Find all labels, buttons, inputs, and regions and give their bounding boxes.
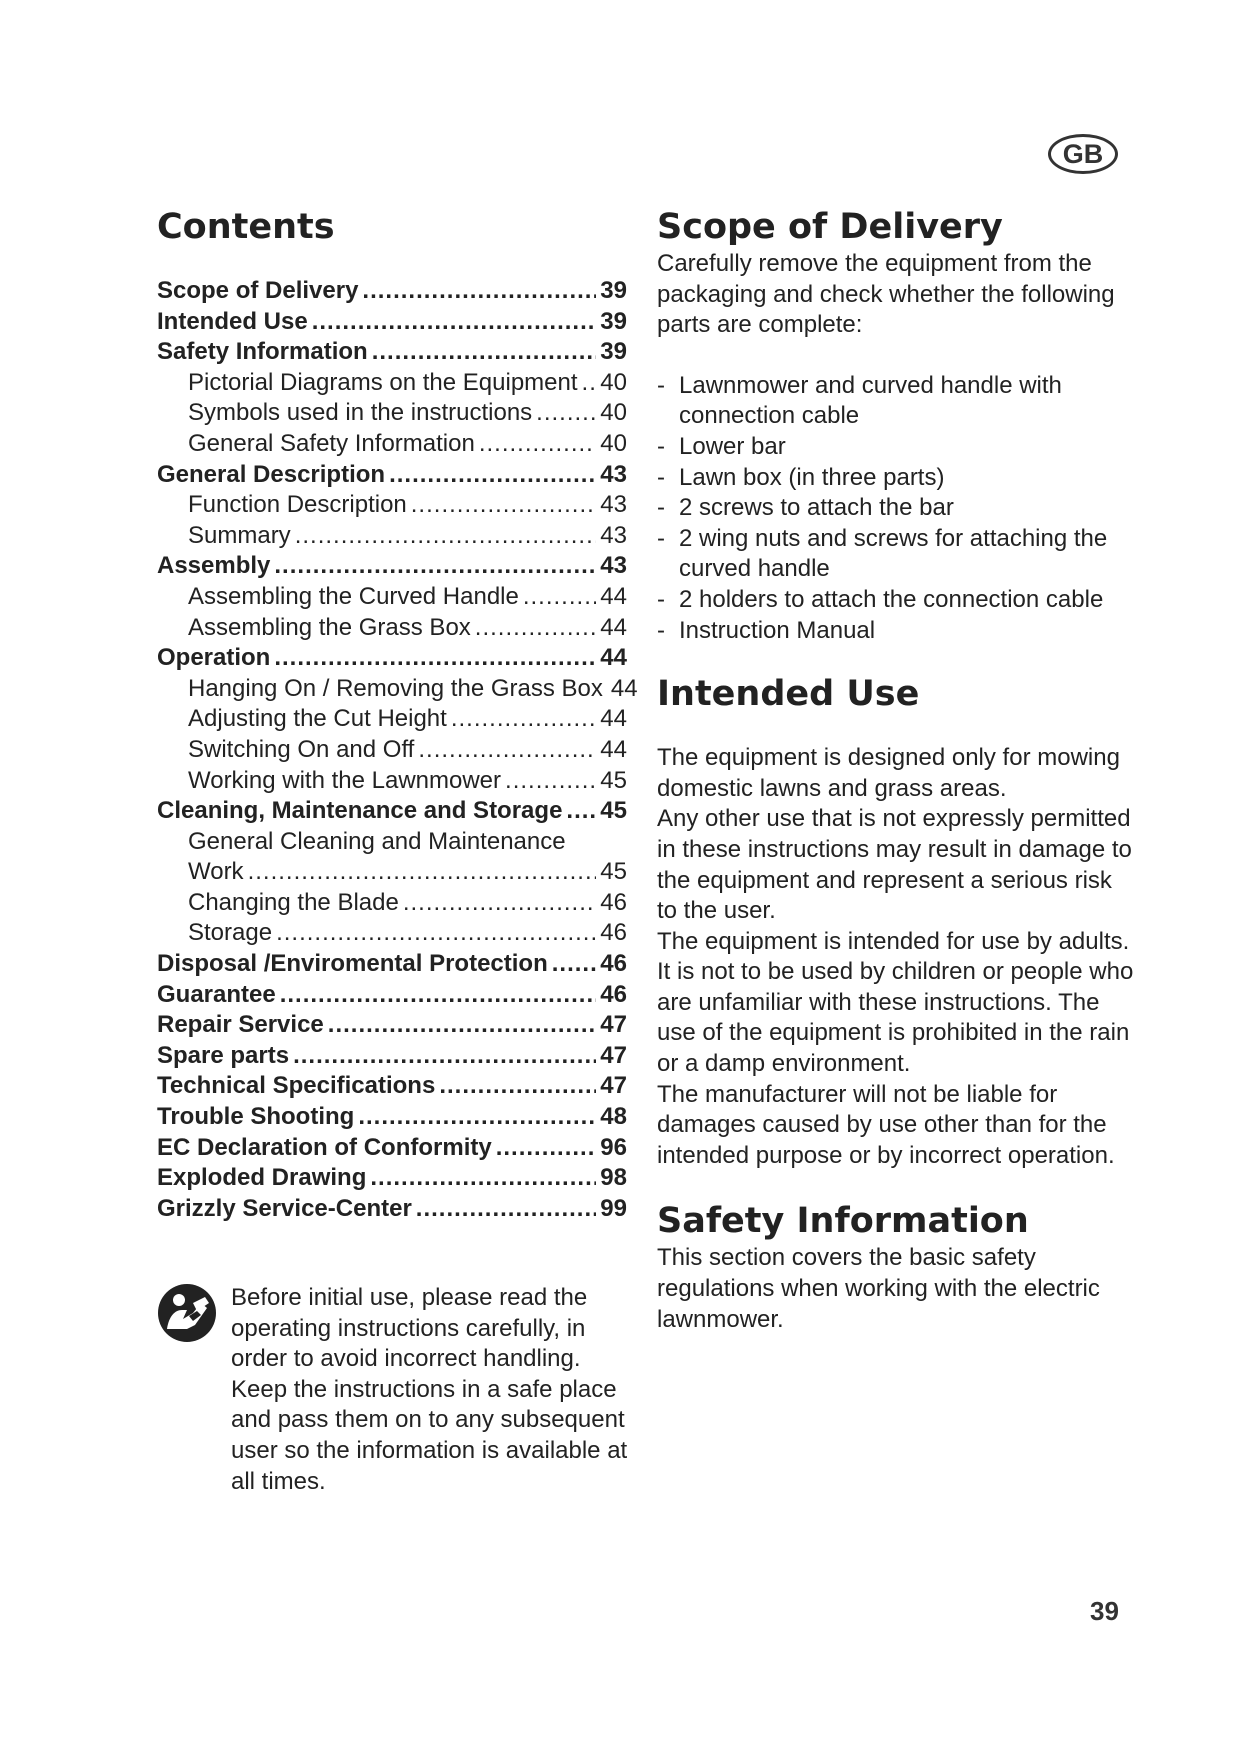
toc-leader-dots xyxy=(293,1041,596,1072)
toc-leader-dots xyxy=(523,582,596,613)
toc-leader-dots xyxy=(328,1010,597,1041)
toc-entry-page: 43 xyxy=(600,460,627,488)
list-item: - 2 wing nuts and screws for attaching the curved handle xyxy=(657,524,1108,583)
contents-heading: Contents xyxy=(157,207,335,247)
toc-entry xyxy=(157,766,627,797)
list-item: - Instruction Manual xyxy=(657,616,876,644)
intended-paragraph: The manufacturer will not be liable for damages caused by use other than for the intended purpose or by incorrect operation. xyxy=(657,1080,1115,1169)
toc-entry-title: Safety Information xyxy=(157,338,368,366)
list-item: - 2 screws to attach the bar xyxy=(657,494,954,522)
toc-entry xyxy=(157,613,627,644)
toc-entry-page: 46 xyxy=(600,919,627,947)
toc-entry xyxy=(157,1194,627,1225)
toc-leader-dots xyxy=(370,1163,596,1194)
toc-leader-dots xyxy=(552,949,597,980)
intended-paragraph: The equipment is designed only for mowing domestic lawns and grass areas. xyxy=(657,744,1120,802)
intended-paragraph: Any other use that is not expressly permitted in these instructions may result in damage to the equipment and represent a serious risk to the user. xyxy=(657,805,1132,925)
scope-intro: Carefully remove the equipment from the packaging and check whether the following parts are complete: xyxy=(657,250,1115,339)
toc-leader-dots xyxy=(475,613,597,644)
toc-entry-title: Assembling the Curved Handle xyxy=(188,582,519,610)
toc-leader-dots xyxy=(416,1194,597,1225)
toc-entry-page: 43 xyxy=(600,552,627,580)
toc-leader-dots xyxy=(411,490,597,521)
toc-entry-title: Repair Service xyxy=(157,1011,324,1039)
toc-leader-dots xyxy=(276,918,596,949)
toc-entry-title: Trouble Shooting xyxy=(157,1103,355,1131)
toc-entry-title: EC Declaration of Conformity xyxy=(157,1133,492,1161)
toc-entry-page: 46 xyxy=(600,888,627,916)
toc-leader-dots xyxy=(505,766,596,797)
toc-entry-title: Working with the Lawnmower xyxy=(188,766,502,794)
toc-entry-title: Intended Use xyxy=(157,307,308,335)
toc-entry xyxy=(157,704,627,735)
language-badge: GB xyxy=(1048,134,1118,174)
toc-entry xyxy=(157,674,638,705)
toc-entry xyxy=(157,796,627,827)
toc-entry-page: 48 xyxy=(600,1103,627,1131)
toc-entry xyxy=(157,521,627,552)
intended-use-heading: Intended Use xyxy=(657,674,920,715)
toc-entry xyxy=(157,643,627,674)
toc-entry-title: Operation xyxy=(157,644,271,672)
toc-entry-page: 96 xyxy=(600,1133,627,1161)
toc-entry xyxy=(157,276,627,307)
safety-heading: Safety Information xyxy=(657,1201,1029,1242)
toc-entry xyxy=(157,398,627,429)
toc-entry-page: 40 xyxy=(600,399,627,427)
toc-leader-dots xyxy=(496,1133,597,1164)
toc-leader-dots xyxy=(439,1071,596,1102)
toc-entry xyxy=(157,551,627,582)
toc-leader-dots xyxy=(582,368,597,399)
toc-leader-dots xyxy=(280,980,597,1011)
contents-column xyxy=(157,205,638,1224)
toc-entry xyxy=(157,429,627,460)
toc-leader-dots xyxy=(479,429,596,460)
toc-entry-page: 44 xyxy=(600,705,627,733)
toc-leader-dots xyxy=(372,337,597,368)
toc-entry-page: 44 xyxy=(600,582,627,610)
toc-entry-title: Assembling the Grass Box xyxy=(188,613,471,641)
toc-entry xyxy=(157,1102,627,1133)
toc-entry-page: 44 xyxy=(600,613,627,641)
toc-entry xyxy=(157,857,627,888)
intended-use-text xyxy=(657,743,1137,1171)
table-of-contents xyxy=(157,276,638,1224)
safety-text: This section covers the basic safety regulations when working with the electric lawnmower. xyxy=(657,1244,1100,1333)
toc-entry-title: Assembly xyxy=(157,552,271,580)
toc-leader-dots xyxy=(358,1102,596,1133)
toc-leader-dots xyxy=(451,704,596,735)
toc-entry-title: Guarantee xyxy=(157,980,276,1008)
toc-entry-page: 44 xyxy=(600,644,627,672)
toc-entry-title: General Cleaning and Maintenance xyxy=(188,827,566,855)
page-number: 39 xyxy=(1090,1596,1119,1626)
intended-paragraph: The equipment is intended for use by adults. It is not to be used by children or people who are unfamiliar with these instructions. The use of the equipment is prohibited in the rain or a damp environment. xyxy=(657,927,1134,1078)
toc-entry xyxy=(157,307,627,338)
toc-entry-page: 43 xyxy=(600,491,627,519)
toc-entry-page: 43 xyxy=(600,521,627,549)
toc-entry-page: 47 xyxy=(600,1011,627,1039)
toc-entry xyxy=(157,1133,627,1164)
toc-entry-page: 98 xyxy=(600,1164,627,1192)
read-manual-icon xyxy=(157,1283,217,1343)
toc-entry-page: 39 xyxy=(600,277,627,304)
toc-entry xyxy=(157,460,627,491)
toc-entry-page: 45 xyxy=(600,858,627,886)
toc-entry-page: 46 xyxy=(600,980,627,1008)
toc-entry xyxy=(157,1041,627,1072)
toc-entry-title: Adjusting the Cut Height xyxy=(188,705,447,733)
toc-entry-title: Exploded Drawing xyxy=(157,1164,367,1192)
toc-leader-dots xyxy=(566,796,596,827)
toc-entry-title: Summary xyxy=(188,521,291,549)
toc-entry-title: Work xyxy=(188,858,244,886)
scope-heading: Scope of Delivery xyxy=(657,207,1003,247)
scope-list xyxy=(657,371,1137,646)
list-item: - Lawn box (in three parts) xyxy=(657,463,945,491)
toc-entry xyxy=(157,949,627,980)
toc-entry-title: Technical Specifications xyxy=(157,1072,436,1100)
toc-entry xyxy=(157,888,627,919)
toc-leader-dots xyxy=(536,398,596,429)
toc-entry-page: 39 xyxy=(600,307,627,335)
toc-entry xyxy=(157,368,627,399)
toc-leader-dots xyxy=(274,551,596,582)
toc-entry-page: 44 xyxy=(610,674,638,702)
toc-entry xyxy=(157,490,627,521)
list-item: - Lower bar xyxy=(657,432,786,460)
toc-entry xyxy=(157,1163,627,1194)
toc-entry-page: 47 xyxy=(600,1041,627,1069)
list-item: - Lawnmower and curved handle with connection cable xyxy=(657,371,1062,430)
toc-entry-page: 40 xyxy=(600,368,627,396)
toc-entry-title: Storage xyxy=(188,919,273,947)
toc-leader-dots xyxy=(362,276,596,307)
toc-entry xyxy=(157,1010,627,1041)
toc-entry-title: Disposal /Enviromental Protection xyxy=(157,950,548,978)
toc-leader-dots xyxy=(248,857,597,888)
toc-entry-title: Hanging On / Removing the Grass Box xyxy=(188,674,603,702)
note-text: Before initial use, please read the operating instructions carefully, in order to avoid incorrect handling. Keep the instructions in a safe place and pass them on to any subsequent user so the information is available at all times. xyxy=(231,1284,628,1495)
toc-entry-title: Scope of Delivery xyxy=(157,277,359,304)
toc-leader-dots xyxy=(295,521,597,552)
toc-entry xyxy=(157,337,627,368)
toc-entry-title: Function Description xyxy=(188,491,407,519)
read-instructions-note xyxy=(157,1283,637,1521)
toc-entry xyxy=(157,918,627,949)
toc-entry xyxy=(157,735,627,766)
toc-entry-page: 45 xyxy=(600,797,627,825)
toc-entry-page: 99 xyxy=(600,1194,627,1222)
toc-leader-dots xyxy=(274,643,596,674)
toc-entry-page: 40 xyxy=(600,429,627,457)
right-column xyxy=(657,205,1137,1335)
toc-entry-page: 45 xyxy=(600,766,627,794)
toc-entry xyxy=(157,980,627,1011)
toc-entry-title: Grizzly Service-Center xyxy=(157,1194,412,1222)
toc-entry xyxy=(157,582,627,613)
toc-entry-page: 44 xyxy=(600,735,627,763)
toc-leader-dots xyxy=(418,735,596,766)
toc-leader-dots xyxy=(312,307,597,338)
toc-leader-dots xyxy=(389,460,596,491)
toc-entry-title: Switching On and Off xyxy=(188,735,415,763)
toc-entry-title: General Safety Information xyxy=(188,429,475,457)
toc-entry-title: Pictorial Diagrams on the Equipment xyxy=(188,368,578,396)
toc-entry-title: Symbols used in the instructions xyxy=(188,399,533,427)
list-item: - 2 holders to attach the connection cable xyxy=(657,585,1104,613)
toc-entry-title: Changing the Blade xyxy=(188,888,399,916)
toc-entry-title: Cleaning, Maintenance and Storage xyxy=(157,797,563,825)
toc-entry xyxy=(157,1071,627,1102)
toc-entry-title: Spare parts xyxy=(157,1041,290,1069)
toc-entry-title: General Description xyxy=(157,460,386,488)
toc-entry-page: 47 xyxy=(600,1072,627,1100)
toc-entry-page: 46 xyxy=(600,950,627,978)
toc-entry xyxy=(157,827,627,858)
toc-entry-page: 39 xyxy=(600,338,627,366)
toc-leader-dots xyxy=(403,888,596,919)
